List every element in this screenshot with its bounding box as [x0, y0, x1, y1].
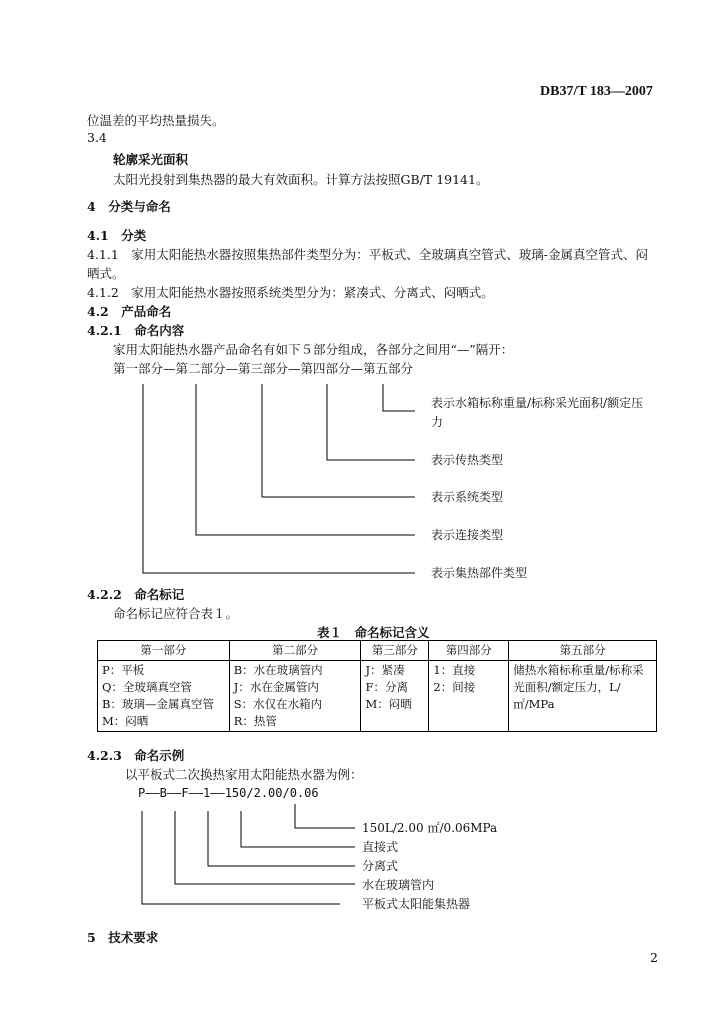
code-entry: R：热管	[233, 714, 277, 728]
diagram1-label-part4: 表示传热类型	[431, 453, 504, 467]
section-4-2-1-paragraph: 家用太阳能热水器产品命名有如下５部分组成，各部分之间用“—”隔开：	[113, 342, 514, 357]
section-3-4-term: 轮廓采光面积	[113, 152, 189, 167]
section-4-1-1-line2: 晒式。	[87, 266, 125, 281]
diagram2-label-flat-plate: 平板式太阳能集热器	[362, 897, 471, 911]
intro-line: 位温差的平均热量损失。	[87, 113, 225, 128]
section-4-2-2-paragraph: 命名标记应符合表１。	[113, 606, 239, 621]
naming-example-code: P——B——F——1——150/2.00/0.06	[138, 786, 319, 800]
diagram1-label-part1: 表示集热部件类型	[431, 566, 528, 580]
table-header-cell: 第四部分	[429, 641, 509, 661]
code-entry: 1：直接	[433, 663, 476, 677]
section-4-heading: 4 分类与命名	[87, 199, 171, 214]
table-cell-part1	[98, 661, 230, 732]
diagram1-label-part5-line2: 力	[431, 415, 444, 429]
section-4-2-heading: 4.2 产品命名	[87, 304, 172, 319]
table-cell-part3	[361, 661, 429, 732]
section-4-2-1-heading: 4.2.1 命名内容	[87, 323, 185, 338]
naming-table	[97, 640, 657, 732]
code-entry: P：平板	[102, 663, 145, 677]
table-row	[98, 661, 657, 732]
standard-code: DB37/T 183—2007	[540, 84, 653, 99]
table-cell-part2	[229, 661, 361, 732]
table-header-cell: 第五部分	[509, 641, 657, 661]
section-5-heading: 5 技术要求	[87, 930, 159, 945]
section-3-4-definition: 太阳光投射到集热器的最大有效面积。计算方法按照GB/T 19141。	[113, 172, 489, 187]
section-4-1-2: 4.1.2 家用太阳能热水器按照系统类型分为：紧凑式、分离式、闷晒式。	[87, 285, 494, 300]
section-4-1-1-line1: 4.1.1 家用太阳能热水器按照集热部件类型分为：平板式、全玻璃真空管式、玻璃-金属真空管式、闷	[87, 247, 649, 262]
table-cell-part4	[429, 661, 509, 732]
page-number: 2	[650, 950, 658, 965]
section-3-4-number: 3.4	[87, 130, 107, 145]
code-entry: J：水在金属管内	[233, 680, 319, 694]
naming-parts-line: 第一部分—第二部分—第三部分—第四部分—第五部分	[113, 361, 414, 376]
diagram1-label-part3: 表示系统类型	[431, 490, 504, 504]
diagram2-label-water-in-glass: 水在玻璃管内	[362, 878, 435, 892]
code-entry: Q：全玻璃真空管	[102, 680, 192, 694]
code-entry: M：闷晒	[102, 714, 149, 728]
section-4-2-3-paragraph: 以平板式二次换热家用太阳能热水器为例：	[125, 767, 363, 782]
table-header-row	[98, 641, 657, 661]
code-entry: F：分离	[365, 680, 408, 694]
section-4-2-3-heading: 4.2.3 命名示例	[87, 748, 185, 763]
code-entry: M：闷晒	[365, 697, 412, 711]
diagram1-label-part2: 表示连接类型	[431, 528, 504, 542]
diagram2-label-separate: 分离式	[362, 859, 399, 873]
table-header-cell: 第一部分	[98, 641, 230, 661]
section-4-1-heading: 4.1 分类	[87, 228, 147, 243]
code-entry: B：玻璃—金属真空管	[102, 697, 214, 711]
table-cell-part5: 储热水箱标称重量/标称采光面积/额定压力，L/㎡/MPa	[509, 661, 657, 732]
section-4-2-2-heading: 4.2.2 命名标记	[87, 587, 185, 602]
table-caption: 表１ 命名标记含义	[317, 625, 430, 640]
code-entry: B：水在玻璃管内	[233, 663, 323, 677]
code-entry: 2：间接	[433, 680, 476, 694]
table-header-cell: 第二部分	[229, 641, 361, 661]
diagram1-label-part5-line1: 表示水箱标称重量/标称采光面积/额定压	[431, 396, 644, 410]
diagram2-label-capacity: 150L/2.00 ㎡/0.06MPa	[362, 821, 498, 835]
table-header-cell: 第三部分	[361, 641, 429, 661]
diagram2-label-direct: 直接式	[362, 840, 399, 854]
code-entry: S：水仅在水箱内	[233, 697, 323, 711]
code-entry: J：紧凑	[365, 663, 405, 677]
